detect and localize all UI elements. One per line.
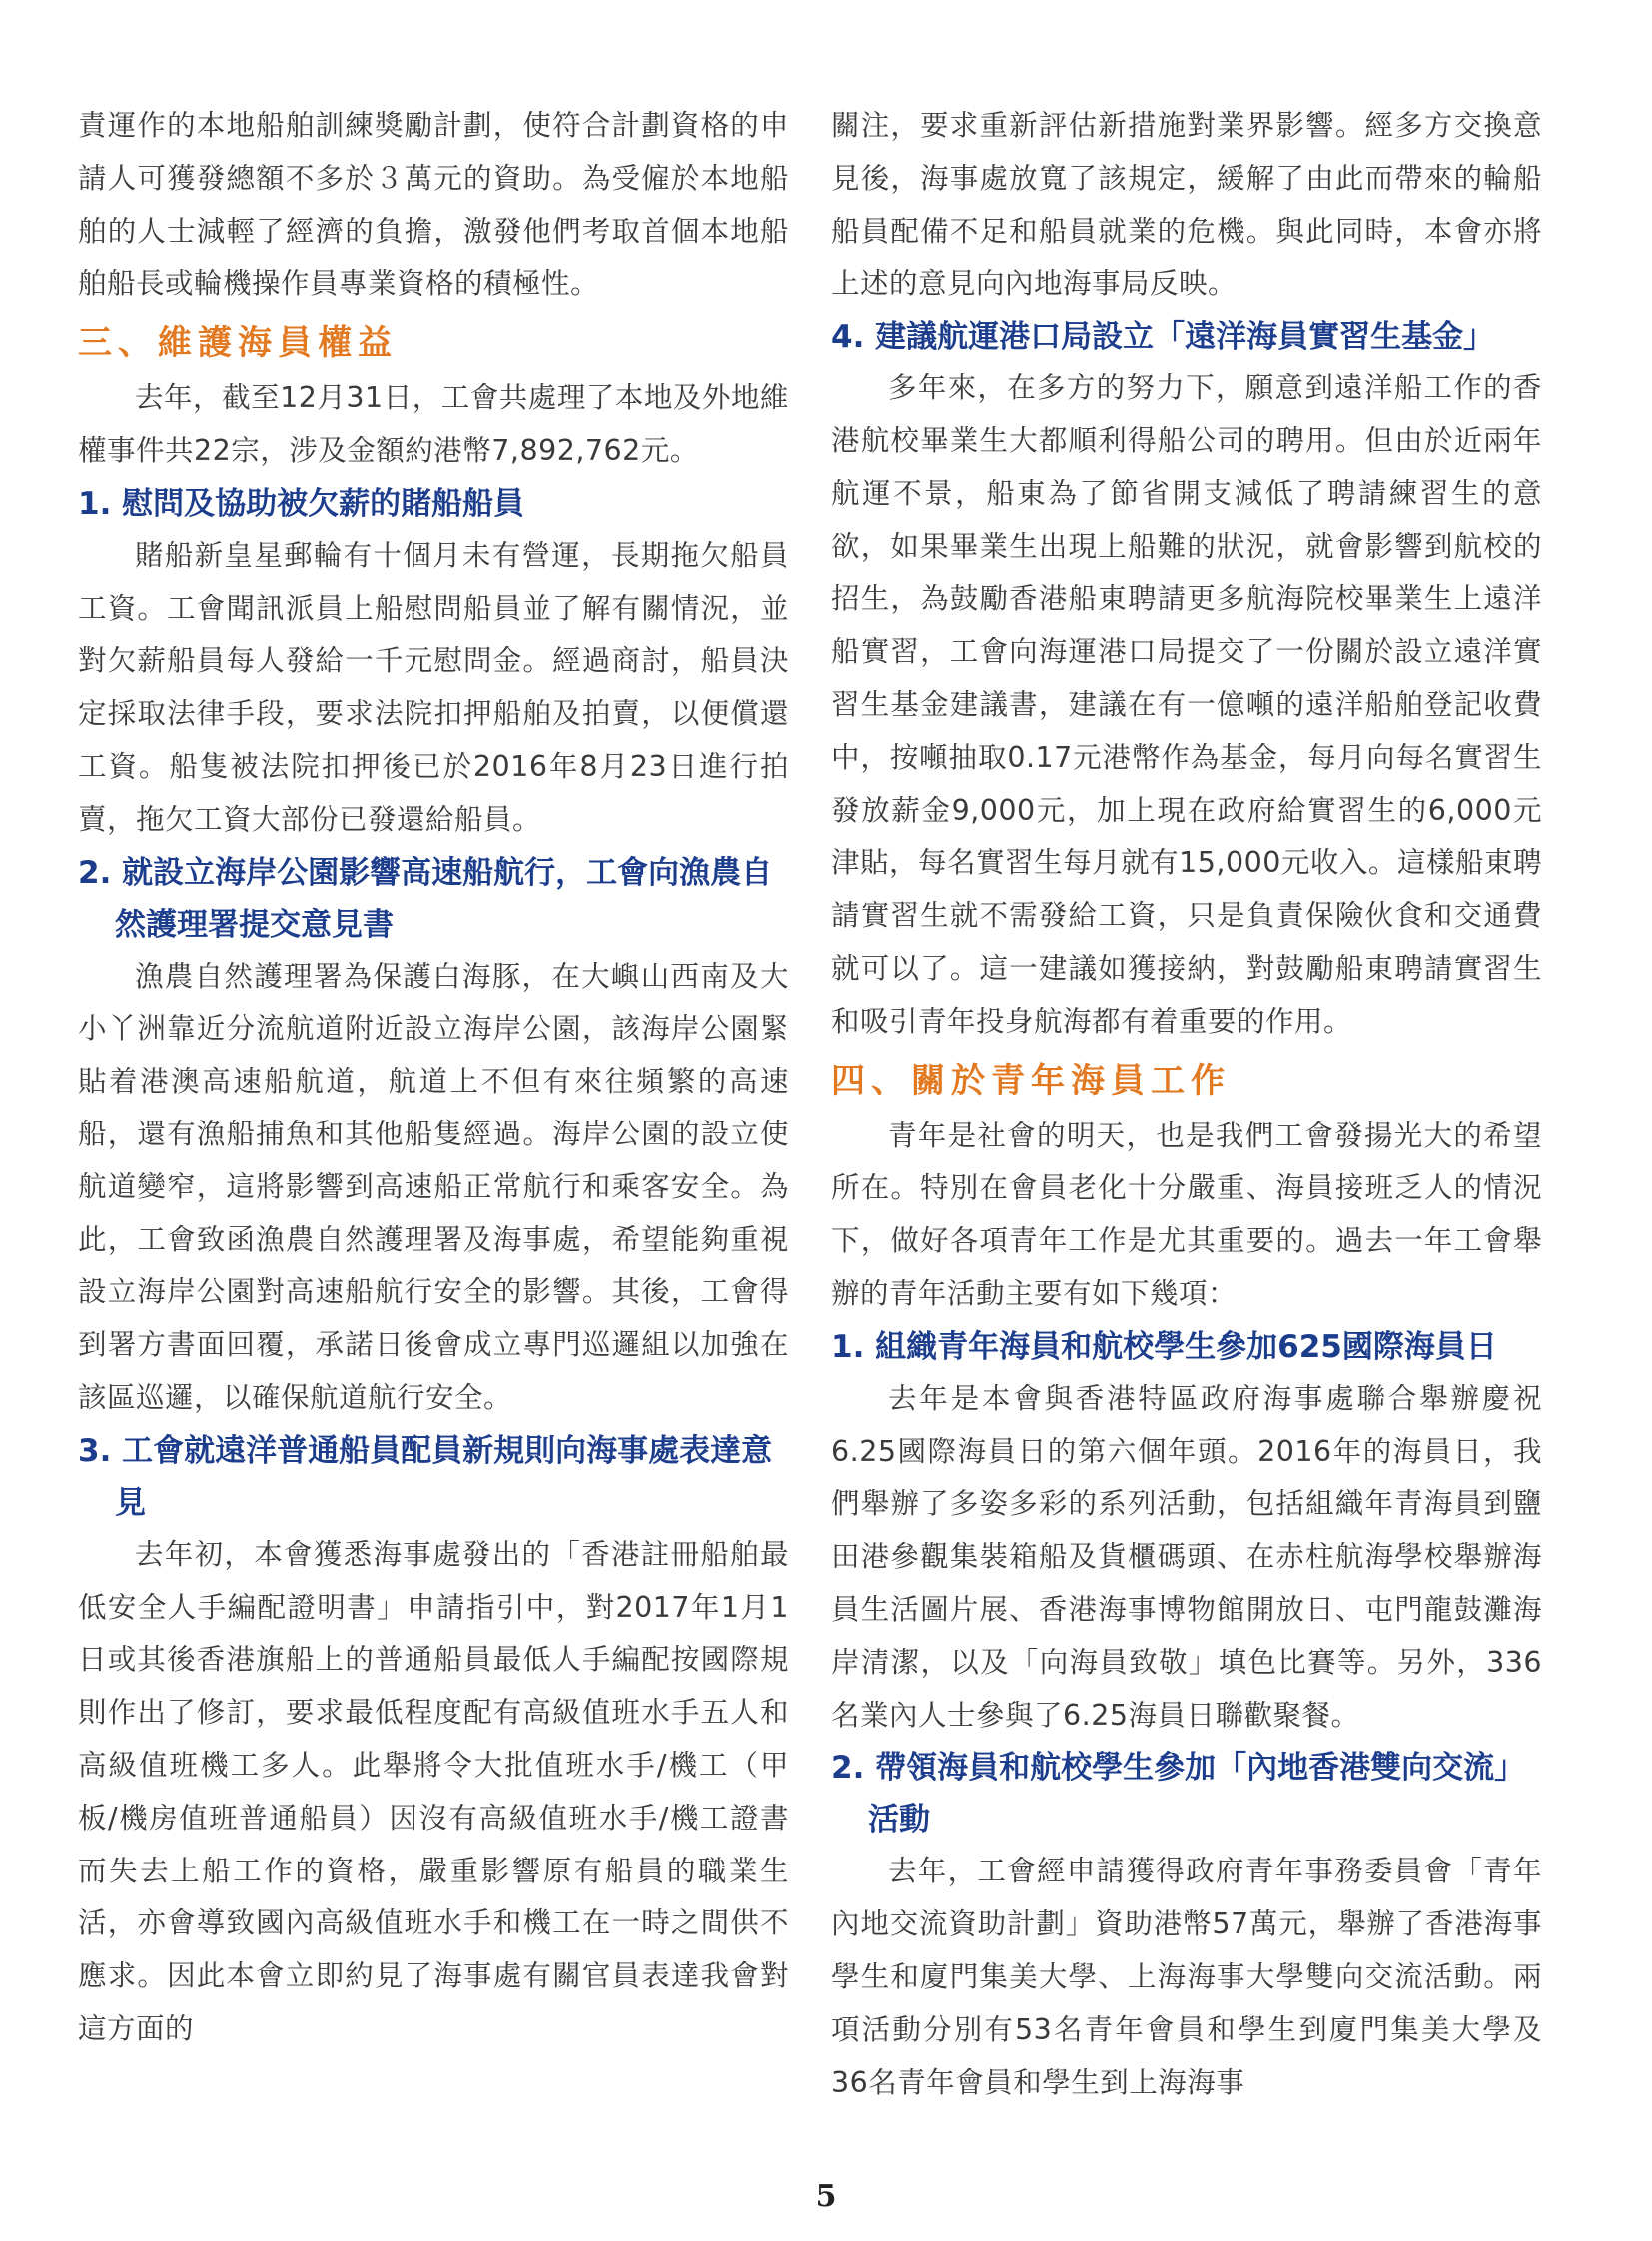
paragraph-intro: 責運作的本地船舶訓練獎勵計劃，使符合計劃資格的申請人可獲發總額不多於３萬元的資助。為受僱於本地船舶的人士減輕了經濟的負擔，激發他們考取首個本地船舶船長或輪機操作員專業資格的積極性。 xyxy=(78,109,789,301)
right-column xyxy=(831,100,1542,2109)
paragraph-continued: 關注，要求重新評估新措施對業界影響。經多方交換意見後，海事處放寬了該規定，緩解了由此而帶來的輪船船員配備不足和船員就業的危機。與此同時，本會亦將上述的意見向內地海事局反映。 xyxy=(831,109,1542,301)
subsection-4-1-heading: 1. 組織青年海員和航校學生參加625國際海員日 xyxy=(831,1328,1497,1365)
section-3-intro: 去年，截至12月31日，工會共處理了本地及外地維權事件共22宗，涉及金額約港幣7,892,762元。 xyxy=(78,381,789,467)
subsection-4-2-body: 去年，工會經申請獲得政府青年事務委員會「青年內地交流資助計劃」資助港幣57萬元，舉辦了香港海事學生和廈門集美大學、上海海事大學雙向交流活動。兩項活動分別有53名青年會員和學生到廈門集美大學及36名青年會員和學生到上海海事 xyxy=(831,1855,1542,2099)
subsection-3-1-heading: 1. 慰問及協助被欠薪的賭船船員 xyxy=(78,485,525,522)
subsection-4-2-heading: 2. 帶領海員和航校學生參加「內地香港雙向交流」活動 xyxy=(831,1750,1526,1839)
section-3-heading: 三、維護海員權益 xyxy=(78,323,398,364)
subsection-3-4-heading: 4. 建議航運港口局設立「遠洋海員實習生基金」 xyxy=(831,319,1495,356)
subsection-3-2-body: 漁農自然護理署為保護白海豚，在大嶼山西南及大小丫洲靠近分流航道附近設立海岸公園，該海岸公園緊貼着港澳高速船航道，航道上不但有來往頻繁的高速船，還有漁船捕魚和其他船隻經過。海岸公園的設立使航道變窄，這將影響到高速船正常航行和乘客安全。為此，工會致函漁農自然護理署及海事處，希望能夠重視設立海岸公園對高速船航行安全的影響。其後，工會得到署方書面回覆，承諾日後會成立專門巡邏組以加強在該區巡邏，以確保航道航行安全。 xyxy=(78,959,789,1414)
section-4-heading: 四、關於青年海員工作 xyxy=(831,1060,1231,1101)
page-number: 5 xyxy=(815,2179,837,2214)
subsection-3-4-body: 多年來，在多方的努力下，願意到遠洋船工作的香港航校畢業生大都順利得船公司的聘用。但由於近兩年航運不景，船東為了節省開支減低了聘請練習生的意欲，如果畢業生出現上船難的狀況，就會影響到航校的招生，為鼓勵香港船東聘請更多航海院校畢業生上遠洋船實習，工會向海運港口局提交了一份關於設立遠洋實習生基金建議書，建議在有一億噸的遠洋船舶登記收費中，按噸抽取0.17元港幣作為基金，每月向每名實習生發放薪金9,000元，加上現在政府給實習生的6,000元津貼，每名實習生每月就有15,000元收入。這樣船東聘請實習生就不需發給工資，只是負責保險伙食和交通費就可以了。這一建議如獲接納，對鼓勵船東聘請實習生和吸引青年投身航海都有着重要的作用。 xyxy=(831,372,1542,1038)
section-4-intro: 青年是社會的明天，也是我們工會發揚光大的希望所在。特別在會員老化十分嚴重、海員接班乏人的情況下，做好各項青年工作是尤其重要的。過去一年工會舉辦的青年活動主要有如下幾項： xyxy=(831,1119,1542,1310)
left-column xyxy=(78,100,789,2056)
subsection-3-3-heading: 3. 工會就遠洋普通船員配員新規則向海事處表達意見 xyxy=(78,1432,773,1521)
subsection-3-2-heading: 2. 就設立海岸公園影響高速船航行，工會向漁農自然護理署提交意見書 xyxy=(78,854,773,943)
subsection-4-1-body: 去年是本會與香港特區政府海事處聯合舉辦慶祝6.25國際海員日的第六個年頭。2016年的海員日，我們舉辦了多姿多彩的系列活動，包括組織年青海員到鹽田港參觀集裝箱船及貨櫃碼頭、在赤柱航海學校舉辦海員生活圖片展、香港海事博物館開放日、屯門龍鼓灘海岸清潔，以及「向海員致敬」填色比賽等。另外，336名業內人士參與了6.25海員日聯歡聚餐。 xyxy=(831,1381,1542,1732)
subsection-3-3-body: 去年初，本會獲悉海事處發出的「香港註冊船舶最低安全人手編配證明書」申請指引中，對2017年1月1日或其後香港旗船上的普通船員最低人手編配按國際規則作出了修訂，要求最低程度配有高級值班水手五人和高級值班機工多人。此舉將令大批值班水手/機工（甲板/機房值班普通船員）因沒有高級值班水手/機工證書而失去上船工作的資格，嚴重影響原有船員的職業生活，亦會導致國內高級值班水手和機工在一時之間供不應求。因此本會立即約見了海事處有關官員表達我會對這方面的 xyxy=(78,1537,790,2045)
subsection-3-1-body: 賭船新皇星郵輪有十個月未有營運，長期拖欠船員工資。工會聞訊派員上船慰問船員並了解有關情況，並對欠薪船員每人發給一千元慰問金。經過商討，船員決定採取法律手段，要求法院扣押船舶及拍賣，以便償還工資。船隻被法院扣押後已於2016年8月23日進行拍賣，拖欠工資大部份已發還給船員。 xyxy=(78,538,789,836)
